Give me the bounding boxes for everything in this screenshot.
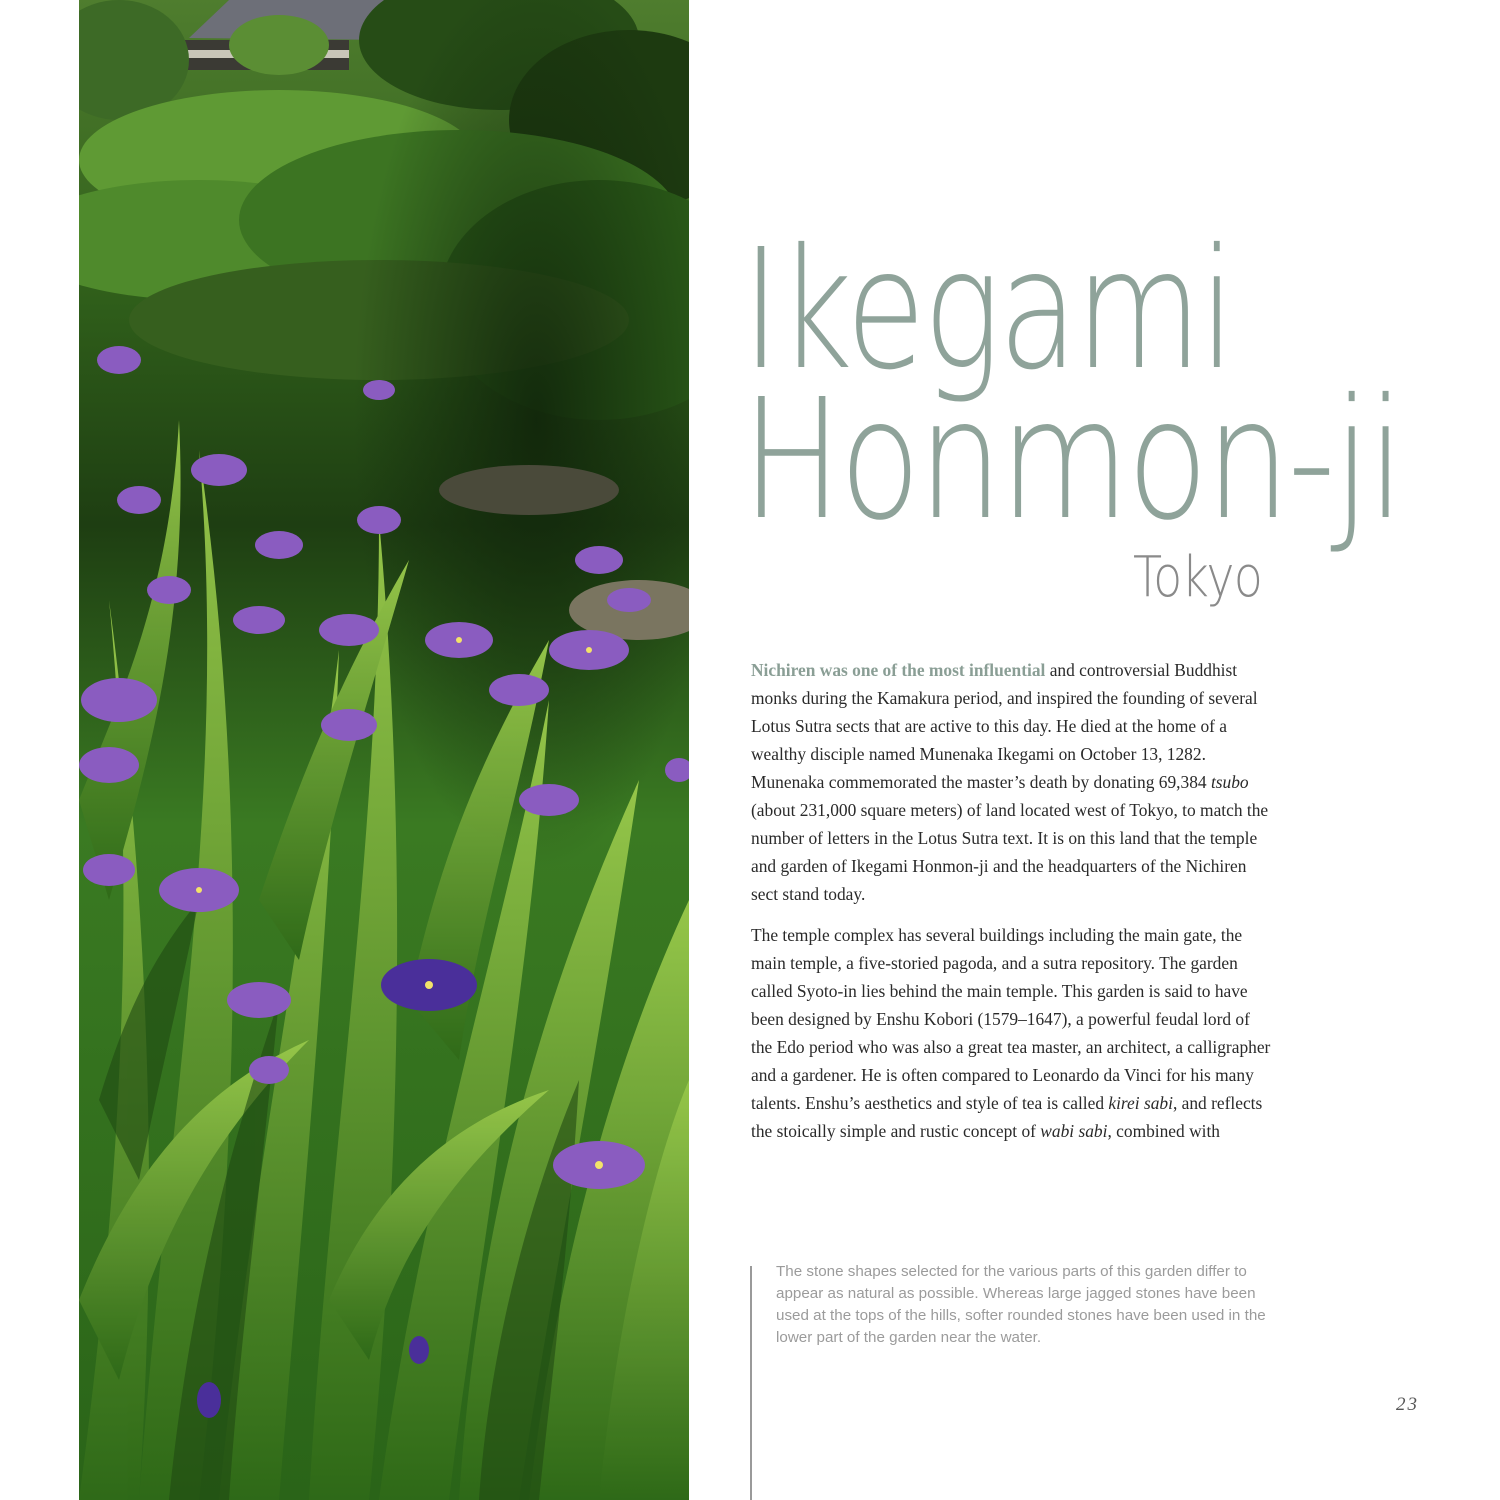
paragraph-1-text-b: (about 231,000 square meters) of land located west of Tokyo, to match the number of letters in the Lotus Sutra text. It is on this land that the temple and garden of Ikegami Honmon-ji and the headquarters of the Nichiren sect stand today. xyxy=(751,800,1269,904)
paragraph-2-text-b: , and reflects the stoically simple and rustic concept of xyxy=(751,1093,1263,1141)
lead-in-text: Nichiren was one of the most influential xyxy=(751,660,1046,680)
photo-caption: The stone shapes selected for the various parts of this garden differ to appear as natural as possible. Whereas large jagged stones have been used at the tops of the hills, softer rounded stones have been used in the lower part of the garden near the water. xyxy=(776,1263,1266,1346)
term-wabi-sabi: wabi sabi xyxy=(1040,1121,1108,1141)
caption-divider xyxy=(750,1266,752,1500)
paragraph-2 xyxy=(751,921,1271,1145)
photo-illustration xyxy=(79,0,689,1500)
term-tsubo: tsubo xyxy=(1210,772,1249,792)
iris-garden-photo xyxy=(79,0,689,1500)
article-body xyxy=(751,656,1271,1158)
paragraph-2-text-c: , combined with xyxy=(1107,1121,1220,1141)
page-number: 23 xyxy=(1396,1394,1419,1415)
location-subtitle: Tokyo xyxy=(1133,545,1263,610)
paragraph-1 xyxy=(751,656,1271,908)
title-line-ikegami: Ikegami xyxy=(742,214,1233,407)
term-kirei-sabi: kirei sabi xyxy=(1108,1093,1173,1113)
title-line-honmon-ji: Honmon-ji xyxy=(742,364,1403,557)
paragraph-1-text-a: and controversial Buddhist monks during the Kamakura period, and inspired the founding of several Lotus Sutra sects that are active to this day. He died at the home of a wealthy disciple named Munenaka Ikegami on October 13, 1282. Munenaka commemorated the master’s death by donating 69,384 xyxy=(751,660,1258,792)
paragraph-2-text-a: The temple complex has several buildings including the main gate, the main temple, a five-storied pagoda, and a sutra repository. The garden called Syoto-in lies behind the main temple. This garden is said to have been designed by Enshu Kobori (1579–1647), a powerful feudal lord of the Edo period who was also a great tea master, an architect, a calligrapher and a gardener. He is often compared to Leonardo da Vinci for his many talents. Enshu’s aesthetics and style of tea is called xyxy=(751,925,1271,1113)
